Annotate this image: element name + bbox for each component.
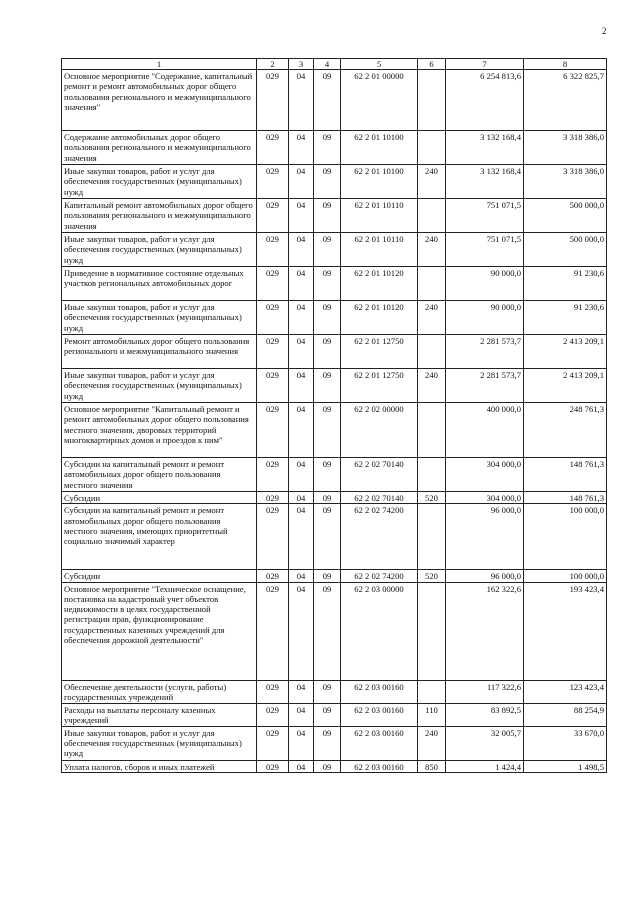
row-amount-year2-cell: 193 423,4 xyxy=(524,582,607,680)
row-name-cell: Иные закупки товаров, работ и услуг для обеспечения государственных (муниципальных) нужд xyxy=(62,726,257,760)
table-body xyxy=(62,70,607,773)
row-target-article-cell: 62 2 01 10100 xyxy=(341,131,418,165)
row-subsection-cell: 09 xyxy=(314,233,341,267)
row-section-cell: 04 xyxy=(289,301,314,335)
row-expense-type-cell xyxy=(418,582,446,680)
row-subsection-cell: 09 xyxy=(314,458,341,492)
row-amount-year2-cell: 91 230,6 xyxy=(524,301,607,335)
row-target-article-cell: 62 2 01 10120 xyxy=(341,301,418,335)
row-section-cell: 04 xyxy=(289,131,314,165)
row-section-cell: 04 xyxy=(289,403,314,458)
table-row xyxy=(62,267,607,301)
row-amount-year2-cell: 2 413 209,1 xyxy=(524,369,607,403)
row-amount-year2-cell: 3 318 386,0 xyxy=(524,131,607,165)
row-expense-type-cell: 850 xyxy=(418,760,446,772)
row-target-article-cell: 62 2 01 10110 xyxy=(341,199,418,233)
row-amount-year1-cell: 96 000,0 xyxy=(446,570,524,582)
row-amount-year2-cell: 88 254,9 xyxy=(524,703,607,726)
row-target-article-cell: 62 2 02 70140 xyxy=(341,492,418,504)
row-amount-year1-cell: 3 132 168,4 xyxy=(446,131,524,165)
row-admin-code-cell: 029 xyxy=(257,760,289,772)
row-section-cell: 04 xyxy=(289,570,314,582)
row-section-cell: 04 xyxy=(289,369,314,403)
row-target-article-cell: 62 2 01 10110 xyxy=(341,233,418,267)
row-subsection-cell: 09 xyxy=(314,335,341,369)
row-expense-type-cell xyxy=(418,458,446,492)
row-target-article-cell: 62 2 03 00160 xyxy=(341,703,418,726)
row-expense-type-cell: 520 xyxy=(418,492,446,504)
column-header: 1 xyxy=(62,59,257,70)
row-name-cell: Иные закупки товаров, работ и услуг для обеспечения государственных (муниципальных) нужд xyxy=(62,301,257,335)
row-amount-year1-cell: 400 000,0 xyxy=(446,403,524,458)
row-admin-code-cell: 029 xyxy=(257,267,289,301)
row-admin-code-cell: 029 xyxy=(257,131,289,165)
row-name-cell: Субсидии на капитальный ремонт и ремонт автомобильных дорог общего пользования местного значения xyxy=(62,458,257,492)
row-name-cell: Иные закупки товаров, работ и услуг для обеспечения государственных (муниципальных) нужд xyxy=(62,233,257,267)
row-admin-code-cell: 029 xyxy=(257,199,289,233)
table-row xyxy=(62,570,607,582)
row-amount-year2-cell: 123 423,4 xyxy=(524,680,607,703)
row-admin-code-cell: 029 xyxy=(257,403,289,458)
row-amount-year1-cell: 32 005,7 xyxy=(446,726,524,760)
row-target-article-cell: 62 2 01 12750 xyxy=(341,369,418,403)
row-admin-code-cell: 029 xyxy=(257,504,289,570)
row-admin-code-cell: 029 xyxy=(257,335,289,369)
row-admin-code-cell: 029 xyxy=(257,301,289,335)
row-section-cell: 04 xyxy=(289,267,314,301)
row-amount-year2-cell: 33 670,0 xyxy=(524,726,607,760)
row-name-cell: Приведение в нормативное состояние отдельных участков региональных автомобильных дорог xyxy=(62,267,257,301)
row-admin-code-cell: 029 xyxy=(257,458,289,492)
row-amount-year2-cell: 500 000,0 xyxy=(524,233,607,267)
row-expense-type-cell: 110 xyxy=(418,703,446,726)
row-admin-code-cell: 029 xyxy=(257,726,289,760)
table-row xyxy=(62,582,607,680)
row-subsection-cell: 09 xyxy=(314,680,341,703)
row-subsection-cell: 09 xyxy=(314,726,341,760)
row-admin-code-cell: 029 xyxy=(257,70,289,131)
row-admin-code-cell: 029 xyxy=(257,233,289,267)
row-expense-type-cell: 240 xyxy=(418,726,446,760)
row-amount-year2-cell: 3 318 386,0 xyxy=(524,165,607,199)
row-name-cell: Субсидии xyxy=(62,570,257,582)
row-admin-code-cell: 029 xyxy=(257,369,289,403)
row-section-cell: 04 xyxy=(289,680,314,703)
table-row xyxy=(62,301,607,335)
header-row xyxy=(62,59,607,70)
budget-table xyxy=(61,58,607,773)
row-section-cell: 04 xyxy=(289,760,314,772)
row-expense-type-cell: 240 xyxy=(418,233,446,267)
row-expense-type-cell: 520 xyxy=(418,570,446,582)
column-header: 8 xyxy=(524,59,607,70)
row-section-cell: 04 xyxy=(289,335,314,369)
table-row xyxy=(62,680,607,703)
row-expense-type-cell xyxy=(418,504,446,570)
row-amount-year1-cell: 6 254 813,6 xyxy=(446,70,524,131)
row-name-cell: Основное мероприятие "Капитальный ремонт и ремонт автомобильных дорог общего пользования местного значения, дворовых территорий многоквартирных домов и проездов к ним" xyxy=(62,403,257,458)
table-row xyxy=(62,369,607,403)
row-target-article-cell: 62 2 03 00160 xyxy=(341,726,418,760)
row-amount-year2-cell: 91 230,6 xyxy=(524,267,607,301)
row-target-article-cell: 62 2 02 74200 xyxy=(341,570,418,582)
column-header: 7 xyxy=(446,59,524,70)
row-amount-year1-cell: 2 281 573,7 xyxy=(446,335,524,369)
row-amount-year1-cell: 1 424,4 xyxy=(446,760,524,772)
row-subsection-cell: 09 xyxy=(314,760,341,772)
table-row xyxy=(62,131,607,165)
row-amount-year1-cell: 90 000,0 xyxy=(446,301,524,335)
row-section-cell: 04 xyxy=(289,199,314,233)
row-name-cell: Основное мероприятие "Содержание, капитальный ремонт и ремонт автомобильных дорог общего пользования регионального и межмуниципального значения" xyxy=(62,70,257,131)
row-amount-year1-cell: 3 132 168,4 xyxy=(446,165,524,199)
row-section-cell: 04 xyxy=(289,582,314,680)
row-amount-year2-cell: 148 761,3 xyxy=(524,458,607,492)
row-section-cell: 04 xyxy=(289,504,314,570)
row-subsection-cell: 09 xyxy=(314,492,341,504)
row-subsection-cell: 09 xyxy=(314,570,341,582)
row-subsection-cell: 09 xyxy=(314,131,341,165)
table-row xyxy=(62,504,607,570)
table-row xyxy=(62,70,607,131)
table-row xyxy=(62,760,607,772)
row-amount-year2-cell: 6 322 825,7 xyxy=(524,70,607,131)
row-amount-year2-cell: 1 498,5 xyxy=(524,760,607,772)
row-amount-year2-cell: 2 413 209,1 xyxy=(524,335,607,369)
row-amount-year2-cell: 248 761,3 xyxy=(524,403,607,458)
row-target-article-cell: 62 2 01 00000 xyxy=(341,70,418,131)
table-row xyxy=(62,726,607,760)
row-admin-code-cell: 029 xyxy=(257,703,289,726)
row-expense-type-cell xyxy=(418,680,446,703)
row-expense-type-cell xyxy=(418,70,446,131)
row-amount-year1-cell: 83 892,5 xyxy=(446,703,524,726)
column-header: 6 xyxy=(418,59,446,70)
row-target-article-cell: 62 2 03 00160 xyxy=(341,680,418,703)
row-name-cell: Субсидии на капитальный ремонт и ремонт автомобильных дорог общего пользования местного значения, имеющих приоритетный социально значимый характер xyxy=(62,504,257,570)
column-header: 5 xyxy=(341,59,418,70)
row-amount-year2-cell: 100 000,0 xyxy=(524,570,607,582)
row-expense-type-cell xyxy=(418,199,446,233)
row-name-cell: Основное мероприятие "Техническое оснащение, постановка на кадастровый учет объектов недвижимости в целях государственной регистрации прав, функционирование государственных казенных учреждений для обеспечения дорожной деятельности" xyxy=(62,582,257,680)
row-target-article-cell: 62 2 01 10120 xyxy=(341,267,418,301)
row-admin-code-cell: 029 xyxy=(257,582,289,680)
row-subsection-cell: 09 xyxy=(314,369,341,403)
table-row xyxy=(62,165,607,199)
row-expense-type-cell xyxy=(418,267,446,301)
column-header: 2 xyxy=(257,59,289,70)
row-subsection-cell: 09 xyxy=(314,582,341,680)
row-subsection-cell: 09 xyxy=(314,504,341,570)
row-name-cell: Иные закупки товаров, работ и услуг для обеспечения государственных (муниципальных) нужд xyxy=(62,369,257,403)
row-amount-year1-cell: 96 000,0 xyxy=(446,504,524,570)
row-amount-year2-cell: 148 761,3 xyxy=(524,492,607,504)
row-amount-year2-cell: 100 000,0 xyxy=(524,504,607,570)
page-number: 2 xyxy=(602,26,607,36)
row-amount-year1-cell: 117 322,6 xyxy=(446,680,524,703)
row-subsection-cell: 09 xyxy=(314,70,341,131)
table-row xyxy=(62,703,607,726)
table-row xyxy=(62,233,607,267)
row-admin-code-cell: 029 xyxy=(257,570,289,582)
row-amount-year1-cell: 90 000,0 xyxy=(446,267,524,301)
row-subsection-cell: 09 xyxy=(314,267,341,301)
row-target-article-cell: 62 2 03 00160 xyxy=(341,760,418,772)
row-section-cell: 04 xyxy=(289,703,314,726)
row-target-article-cell: 62 2 02 00000 xyxy=(341,403,418,458)
row-amount-year1-cell: 162 322,6 xyxy=(446,582,524,680)
table-row xyxy=(62,403,607,458)
row-name-cell: Капитальный ремонт автомобильных дорог общего пользования регионального и межмуниципального значения xyxy=(62,199,257,233)
row-expense-type-cell xyxy=(418,335,446,369)
row-admin-code-cell: 029 xyxy=(257,680,289,703)
row-section-cell: 04 xyxy=(289,233,314,267)
row-section-cell: 04 xyxy=(289,458,314,492)
row-name-cell: Уплата налогов, сборов и иных платежей xyxy=(62,760,257,772)
row-section-cell: 04 xyxy=(289,70,314,131)
row-subsection-cell: 09 xyxy=(314,703,341,726)
row-name-cell: Иные закупки товаров, работ и услуг для обеспечения государственных (муниципальных) нужд xyxy=(62,165,257,199)
row-name-cell: Расходы на выплаты персоналу казенных учреждений xyxy=(62,703,257,726)
row-target-article-cell: 62 2 03 00000 xyxy=(341,582,418,680)
table-row xyxy=(62,199,607,233)
row-section-cell: 04 xyxy=(289,165,314,199)
row-name-cell: Субсидии xyxy=(62,492,257,504)
row-expense-type-cell xyxy=(418,403,446,458)
row-name-cell: Ремонт автомобильных дорог общего пользования регионального и межмуниципального значения xyxy=(62,335,257,369)
column-header: 3 xyxy=(289,59,314,70)
row-expense-type-cell: 240 xyxy=(418,165,446,199)
row-amount-year2-cell: 500 000,0 xyxy=(524,199,607,233)
row-target-article-cell: 62 2 01 12750 xyxy=(341,335,418,369)
table-row xyxy=(62,335,607,369)
table-row xyxy=(62,458,607,492)
table-row xyxy=(62,492,607,504)
row-name-cell: Содержание автомобильных дорог общего пользования регионального и межмуниципального значения xyxy=(62,131,257,165)
row-target-article-cell: 62 2 02 74200 xyxy=(341,504,418,570)
row-target-article-cell: 62 2 02 70140 xyxy=(341,458,418,492)
row-section-cell: 04 xyxy=(289,726,314,760)
row-target-article-cell: 62 2 01 10100 xyxy=(341,165,418,199)
row-amount-year1-cell: 751 071,5 xyxy=(446,233,524,267)
column-header: 4 xyxy=(314,59,341,70)
row-amount-year1-cell: 2 281 573,7 xyxy=(446,369,524,403)
row-amount-year1-cell: 304 000,0 xyxy=(446,492,524,504)
row-amount-year1-cell: 304 000,0 xyxy=(446,458,524,492)
row-expense-type-cell: 240 xyxy=(418,301,446,335)
row-section-cell: 04 xyxy=(289,492,314,504)
row-subsection-cell: 09 xyxy=(314,199,341,233)
row-name-cell: Обеспечение деятельности (услуги, работы) государственных учреждений xyxy=(62,680,257,703)
row-admin-code-cell: 029 xyxy=(257,492,289,504)
row-admin-code-cell: 029 xyxy=(257,165,289,199)
row-subsection-cell: 09 xyxy=(314,301,341,335)
row-expense-type-cell: 240 xyxy=(418,369,446,403)
row-subsection-cell: 09 xyxy=(314,165,341,199)
row-amount-year1-cell: 751 071,5 xyxy=(446,199,524,233)
row-expense-type-cell xyxy=(418,131,446,165)
row-subsection-cell: 09 xyxy=(314,403,341,458)
